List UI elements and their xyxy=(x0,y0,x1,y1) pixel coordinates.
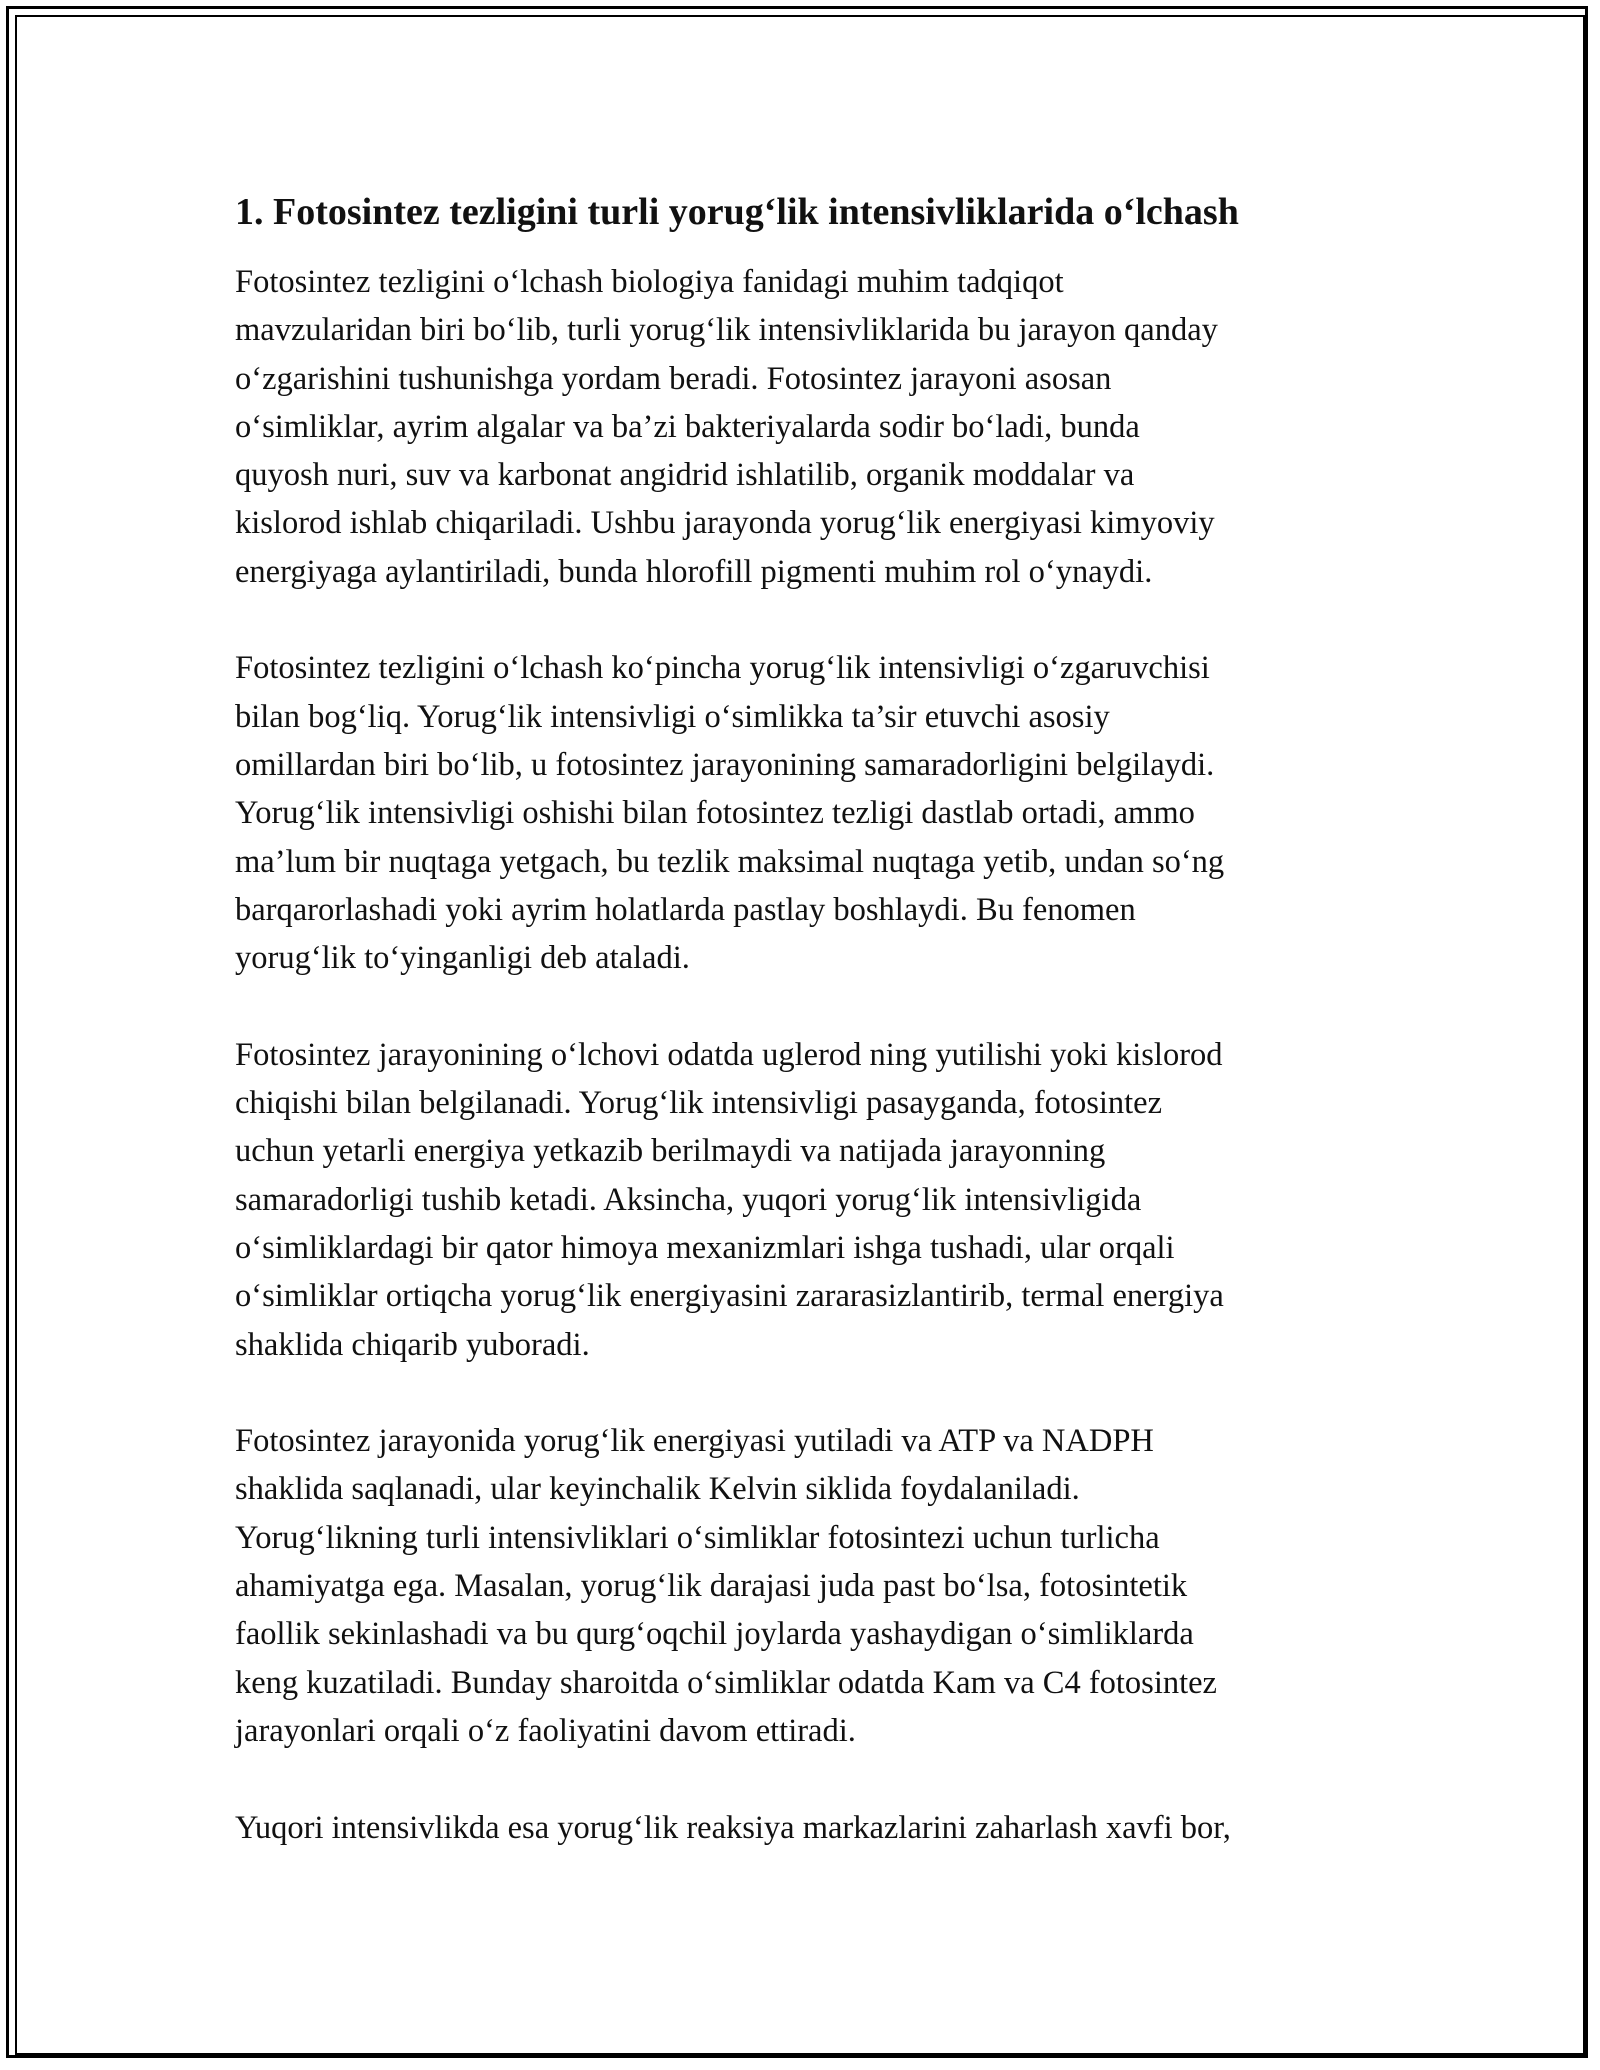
text-line: faollik sekinlashadi va bu qurg‘oqchil joylarda yashaydigan o‘simliklarda xyxy=(235,1616,1194,1653)
text-line: chiqishi bilan belgilanadi. Yorug‘lik intensivligi pasayganda, fotosintez xyxy=(235,1085,1163,1122)
document-body xyxy=(235,186,1395,1900)
text-line: bilan bog‘liq. Yorug‘lik intensivligi o‘simlikka ta’sir etuvchi asosiy xyxy=(235,698,1110,735)
text-line: mavzularidan biri bo‘lib, turli yorug‘lik intensivliklarida bu jarayon qanday xyxy=(235,312,1218,349)
text-line: barqarorlashadi yoki ayrim holatlarda pastlay boshlaydi. Bu fenomen xyxy=(235,891,1136,928)
paragraph xyxy=(235,644,1395,982)
text-line: yorug‘lik to‘yinganligi deb ataladi. xyxy=(235,940,690,977)
text-line: uchun yetarli energiya yetkazib berilmaydi va natijada jarayonning xyxy=(235,1133,1106,1170)
paragraph-list xyxy=(235,258,1395,1852)
text-line: Fotosintez jarayonida yorug‘lik energiyasi yutiladi va ATP va NADPH xyxy=(235,1423,1154,1460)
text-line: ma’lum bir nuqtaga yetgach, bu tezlik maksimal nuqtaga yetib, undan so‘ng xyxy=(235,843,1225,880)
text-line: o‘simliklar ortiqcha yorug‘lik energiyasini zararasizlantirib, termal energiya xyxy=(235,1278,1224,1315)
paragraph xyxy=(235,1031,1395,1369)
paragraph xyxy=(235,258,1395,596)
text-line: kislorod ishlab chiqariladi. Ushbu jarayonda yorug‘lik energiyasi kimyoviy xyxy=(235,505,1215,542)
text-line: samaradorligi tushib ketadi. Aksincha, yuqori yorug‘lik intensivligida xyxy=(235,1181,1142,1218)
section-heading: 1. Fotosintez tezligini turli yorug‘lik intensivliklarida o‘lchash xyxy=(235,191,1239,233)
text-line: Fotosintez tezligini o‘lchash ko‘pincha yorug‘lik intensivligi o‘zgaruvchisi xyxy=(235,650,1210,687)
text-line: Yuqori intensivlikda esa yorug‘lik reaksiya markazlarini zaharlash xavfi bor, xyxy=(235,1809,1231,1846)
text-line: Fotosintez jarayonining o‘lchovi odatda uglerod ning yutilishi yoki kislorod xyxy=(235,1036,1223,1073)
text-line: keng kuzatiladi. Bunday sharoitda o‘simliklar odatda Kam va C4 fotosintez xyxy=(235,1664,1217,1701)
text-line: ahamiyatga ega. Masalan, yorug‘lik darajasi juda past bo‘lsa, fotosintetik xyxy=(235,1568,1188,1605)
text-line: quyosh nuri, suv va karbonat angidrid ishlatilib, organik moddalar va xyxy=(235,457,1135,494)
text-line: omillardan biri bo‘lib, u fotosintez jarayonining samaradorligini belgilaydi. xyxy=(235,746,1215,783)
text-line: Yorug‘likning turli intensivliklari o‘simliklar fotosintezi uchun turlicha xyxy=(235,1519,1160,1556)
text-line: jarayonlari orqali o‘z faoliyatini davom ettiradi. xyxy=(235,1712,856,1749)
text-line: o‘simliklardagi bir qator himoya mexanizmlari ishga tushadi, ular orqali xyxy=(235,1229,1175,1266)
text-line: Fotosintez tezligini o‘lchash biologiya fanidagi muhim tadqiqot xyxy=(235,264,1064,300)
text-line: o‘simliklar, ayrim algalar va ba’zi bakteriyalarda sodir bo‘ladi, bunda xyxy=(235,408,1140,445)
text-line: shaklida chiqarib yuboradi. xyxy=(235,1326,590,1363)
paragraph xyxy=(235,1417,1395,1755)
paragraph xyxy=(235,1804,1395,1852)
text-line: Yorug‘lik intensivligi oshishi bilan fotosintez tezligi dastlab ortadi, ammo xyxy=(235,795,1195,832)
text-line: energiyaga aylantiriladi, bunda hlorofill pigmenti muhim rol o‘ynaydi. xyxy=(235,553,1153,590)
text-line: o‘zgarishini tushunishga yordam beradi. Fotosintez jarayoni asosan xyxy=(235,360,1112,397)
text-line: shaklida saqlanadi, ular keyinchalik Kelvin siklida foydalaniladi. xyxy=(235,1471,1080,1508)
